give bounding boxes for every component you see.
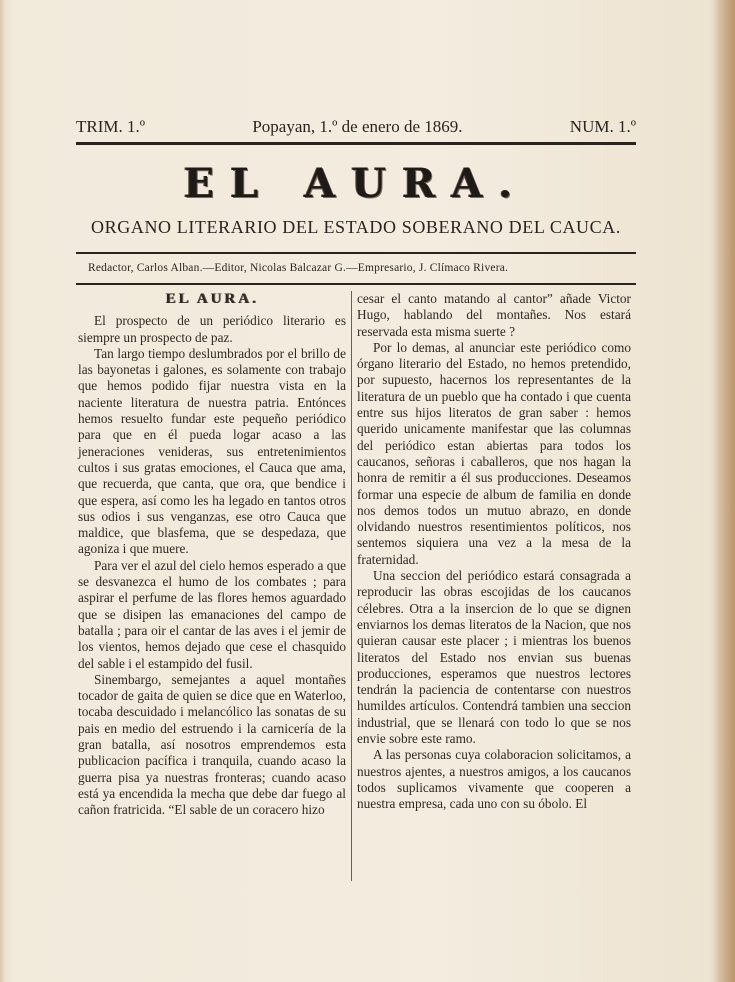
subtitle-rule bbox=[76, 252, 636, 254]
masthead-subtitle: ORGANO LITERARIO DEL ESTADO SOBERANO DEL CAUCA. bbox=[91, 217, 621, 237]
article-heading: EL AURA. bbox=[165, 291, 259, 307]
article-paragraph: Para ver el azul del cielo hemos esperado a que se desvanezca el humo de los combates ; para aspirar el perfume de las flores hemos aguardado que se disipen las emanaciones del campo de batalla ; para oir el cantar de las aves i el jemir de los vientos, hemos dejado que cese el chasquido del sable i el estampido del fusil. bbox=[78, 557, 346, 671]
article-paragraph: cesar el canto matando al cantor” añade Victor Hugo, hablando del montañes. Nos estará reservada esta misma suerte ? bbox=[357, 291, 631, 339]
article-column-right bbox=[357, 291, 631, 813]
header-rule bbox=[76, 142, 636, 145]
credits-rule bbox=[76, 283, 636, 285]
article-paragraph: Por lo demas, al anunciar este periódico como órgano literario del Estado, no hemos pretendido, por supuesto, hacernos los representantes de la literatura de un pueblo que ha contado i que cuenta entre sus hijos literatos de gran saber : hemos querido unicamente manifestar que las columnas del periódico estan abiertas para todos los caucanos, señoras i caballeros, que nos hagan la honra de remitir a él sus producciones. Deseamos formar una especie de album de familia en donde nos demos todos un mutuo abrazo, en donde olvidando nuestros resentimientos políticos, nos sentemos siquiera una vez a la mesa de la fraternidad. bbox=[357, 339, 631, 567]
trimester-label: TRIM. 1.º bbox=[76, 117, 146, 136]
article-paragraph: El prospecto de un periódico literario es siempre un prospecto de paz. bbox=[78, 313, 346, 345]
article-paragraph: Tan largo tiempo deslumbrados por el brillo de las bayonetas i galones, es solamente con trabajo que hemos podido fijar nuestra vista en la naciente literatura de nuestra patria. Entónces hemos resuelto fundar este pequeño periódico para que en él pueda logar acaso a las jeneraciones venideras, sus entretenimientos cultos i sus gratas emociones, el Cauca que ama, que recuerda, que canta, que ora, que bendice i que espera, así como les ha legado en tantos otros sus odios i sus venganzas, ese otro Cauca que maldice, que blasfema, que se despedaza, que agoniza i que muere. bbox=[78, 345, 346, 557]
place-date: Popayan, 1.º de enero de 1869. bbox=[252, 117, 463, 136]
article-paragraph: A las personas cuya colaboracion solicitamos, a nuestros ajentes, a nuestros amigos, a los caucanos todos suplicamos vivamente que cooperen a nuestra empresa, cada uno con su óbolo. El bbox=[357, 747, 631, 812]
masthead-title: EL AURA. bbox=[183, 160, 529, 207]
article-paragraph: Sinembargo, semejantes a aquel montañes tocador de gaita de quien se dice que en Waterloo, tocaba descuidado i melancólico las sonatas de su pais en medio del estruendo i la carnicería de la gran batalla, así nosotros emprendemos esta publicacion pacífica i tranquila, cuando acaso la guerra pisa ya nuestras fronteras; cuando acaso está ya encendida la mecha que debe dar fuego al cañon fratricida. “El sable de un coracero hizo bbox=[78, 671, 346, 818]
article-column-left bbox=[78, 291, 346, 819]
masthead-credits: Redactor, Carlos Alban.—Editor, Nicolas Balcazar G.—Empresario, J. Clímaco Rivera. bbox=[88, 262, 509, 274]
issue-header bbox=[76, 116, 636, 138]
article-paragraph: Una seccion del periódico estará consagrada a reproducir las obras escojidas de los caucanos célebres. Otra a la insercion de lo que se dignen enviarnos los demas literatos de la Nacion, que nos quieran causar este placer ; i mientras los buenos literatos del Estado nos envian sus buenas producciones, esperamos que nuestros lectores tendrán la paciencia de contentarse con nuestros humildes artículos. Contendrá tambien una seccion industrial, que se llenará con todo lo que se nos envie sobre este ramo. bbox=[357, 568, 631, 747]
page-edge-stain bbox=[709, 0, 735, 982]
page-binding-edge bbox=[0, 0, 6, 982]
column-divider bbox=[351, 291, 352, 881]
issue-number: NUM. 1.º bbox=[569, 117, 636, 136]
